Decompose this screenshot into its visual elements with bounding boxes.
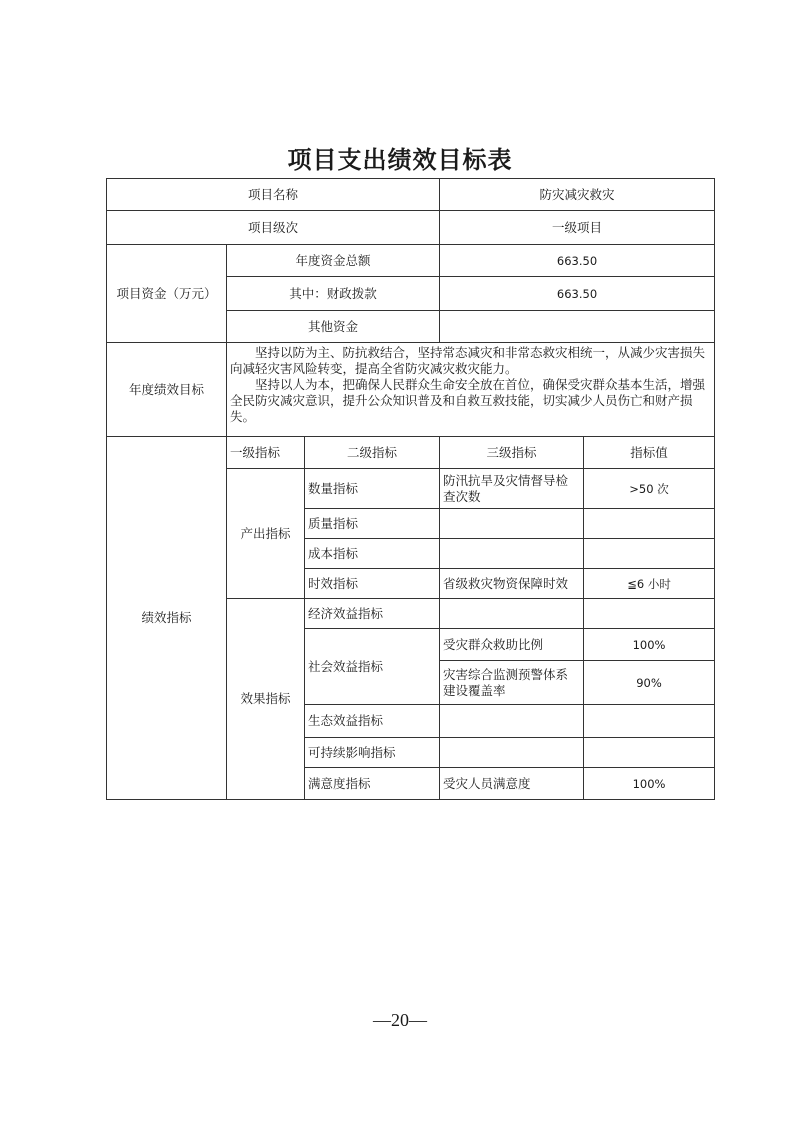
project-level-value: 一级项目 <box>440 211 715 245</box>
goal-paragraph: 坚持以人为本，把确保人民群众生命安全放在首位，确保受灾群众基本生活，增强全民防灾减灾意识，提升公众知识普及和自救互救技能，切实减少人员伤亡和财产损失。 <box>230 377 706 424</box>
level2-cell: 成本指标 <box>305 539 440 569</box>
table-row <box>107 343 715 437</box>
annual-total-value: 663.50 <box>440 245 715 277</box>
level3-cell <box>440 509 584 539</box>
header-level2: 二级指标 <box>305 437 440 469</box>
performance-indicators-label: 绩效指标 <box>107 437 227 800</box>
table-row <box>107 245 715 277</box>
other-funds-label: 其他资金 <box>227 311 440 343</box>
level3-cell <box>440 738 584 768</box>
effect-indicators-label: 效果指标 <box>227 599 305 800</box>
fiscal-appropriation-value: 663.50 <box>440 277 715 311</box>
value-cell: 100% <box>584 629 715 661</box>
goal-paragraph: 坚持以防为主、防抗救结合，坚持常态减灾和非常态救灾相统一，从减少灾害损失向减轻灾害风险转变，提高全省防灾减灾救灾能力。 <box>230 345 706 376</box>
level2-cell: 质量指标 <box>305 509 440 539</box>
value-cell <box>584 509 715 539</box>
value-cell <box>584 599 715 629</box>
level3-cell <box>440 539 584 569</box>
level3-cell: 省级救灾物资保障时效 <box>440 569 584 599</box>
other-funds-value <box>440 311 715 343</box>
value-cell <box>584 705 715 738</box>
project-name-label: 项目名称 <box>107 179 440 211</box>
header-level1: 一级指标 <box>227 437 305 469</box>
value-cell: 90% <box>584 661 715 705</box>
value-cell: ≦6 小时 <box>584 569 715 599</box>
level3-cell: 受灾群众救助比例 <box>440 629 584 661</box>
header-value: 指标值 <box>584 437 715 469</box>
annual-total-label: 年度资金总额 <box>227 245 440 277</box>
level2-cell: 经济效益指标 <box>305 599 440 629</box>
value-cell <box>584 539 715 569</box>
level3-cell: 受灾人员满意度 <box>440 768 584 800</box>
value-cell: >50 次 <box>584 469 715 509</box>
annual-goals-text <box>227 343 715 437</box>
value-cell <box>584 738 715 768</box>
level3-cell <box>440 599 584 629</box>
level2-cell: 数量指标 <box>305 469 440 509</box>
output-indicators-label: 产出指标 <box>227 469 305 599</box>
table-row <box>107 179 715 211</box>
table-row <box>107 437 715 469</box>
annual-goals-label: 年度绩效目标 <box>107 343 227 437</box>
fiscal-appropriation-label: 其中：财政拨款 <box>227 277 440 311</box>
header-level3: 三级指标 <box>440 437 584 469</box>
level2-cell: 社会效益指标 <box>305 629 440 705</box>
project-funds-label: 项目资金（万元） <box>107 245 227 343</box>
table-row <box>107 211 715 245</box>
level3-cell: 灾害综合监测预警体系建设覆盖率 <box>440 661 584 705</box>
level3-cell: 防汛抗旱及灾情督导检查次数 <box>440 469 584 509</box>
performance-target-table <box>106 178 715 800</box>
level2-cell: 满意度指标 <box>305 768 440 800</box>
page-number: —20— <box>373 1010 427 1030</box>
level3-cell <box>440 705 584 738</box>
level2-cell: 时效指标 <box>305 569 440 599</box>
level2-cell: 生态效益指标 <box>305 705 440 738</box>
document-title: 项目支出绩效目标表 <box>287 145 513 174</box>
project-level-label: 项目级次 <box>107 211 440 245</box>
value-cell: 100% <box>584 768 715 800</box>
level2-cell: 可持续影响指标 <box>305 738 440 768</box>
project-name-value: 防灾减灾救灾 <box>440 179 715 211</box>
